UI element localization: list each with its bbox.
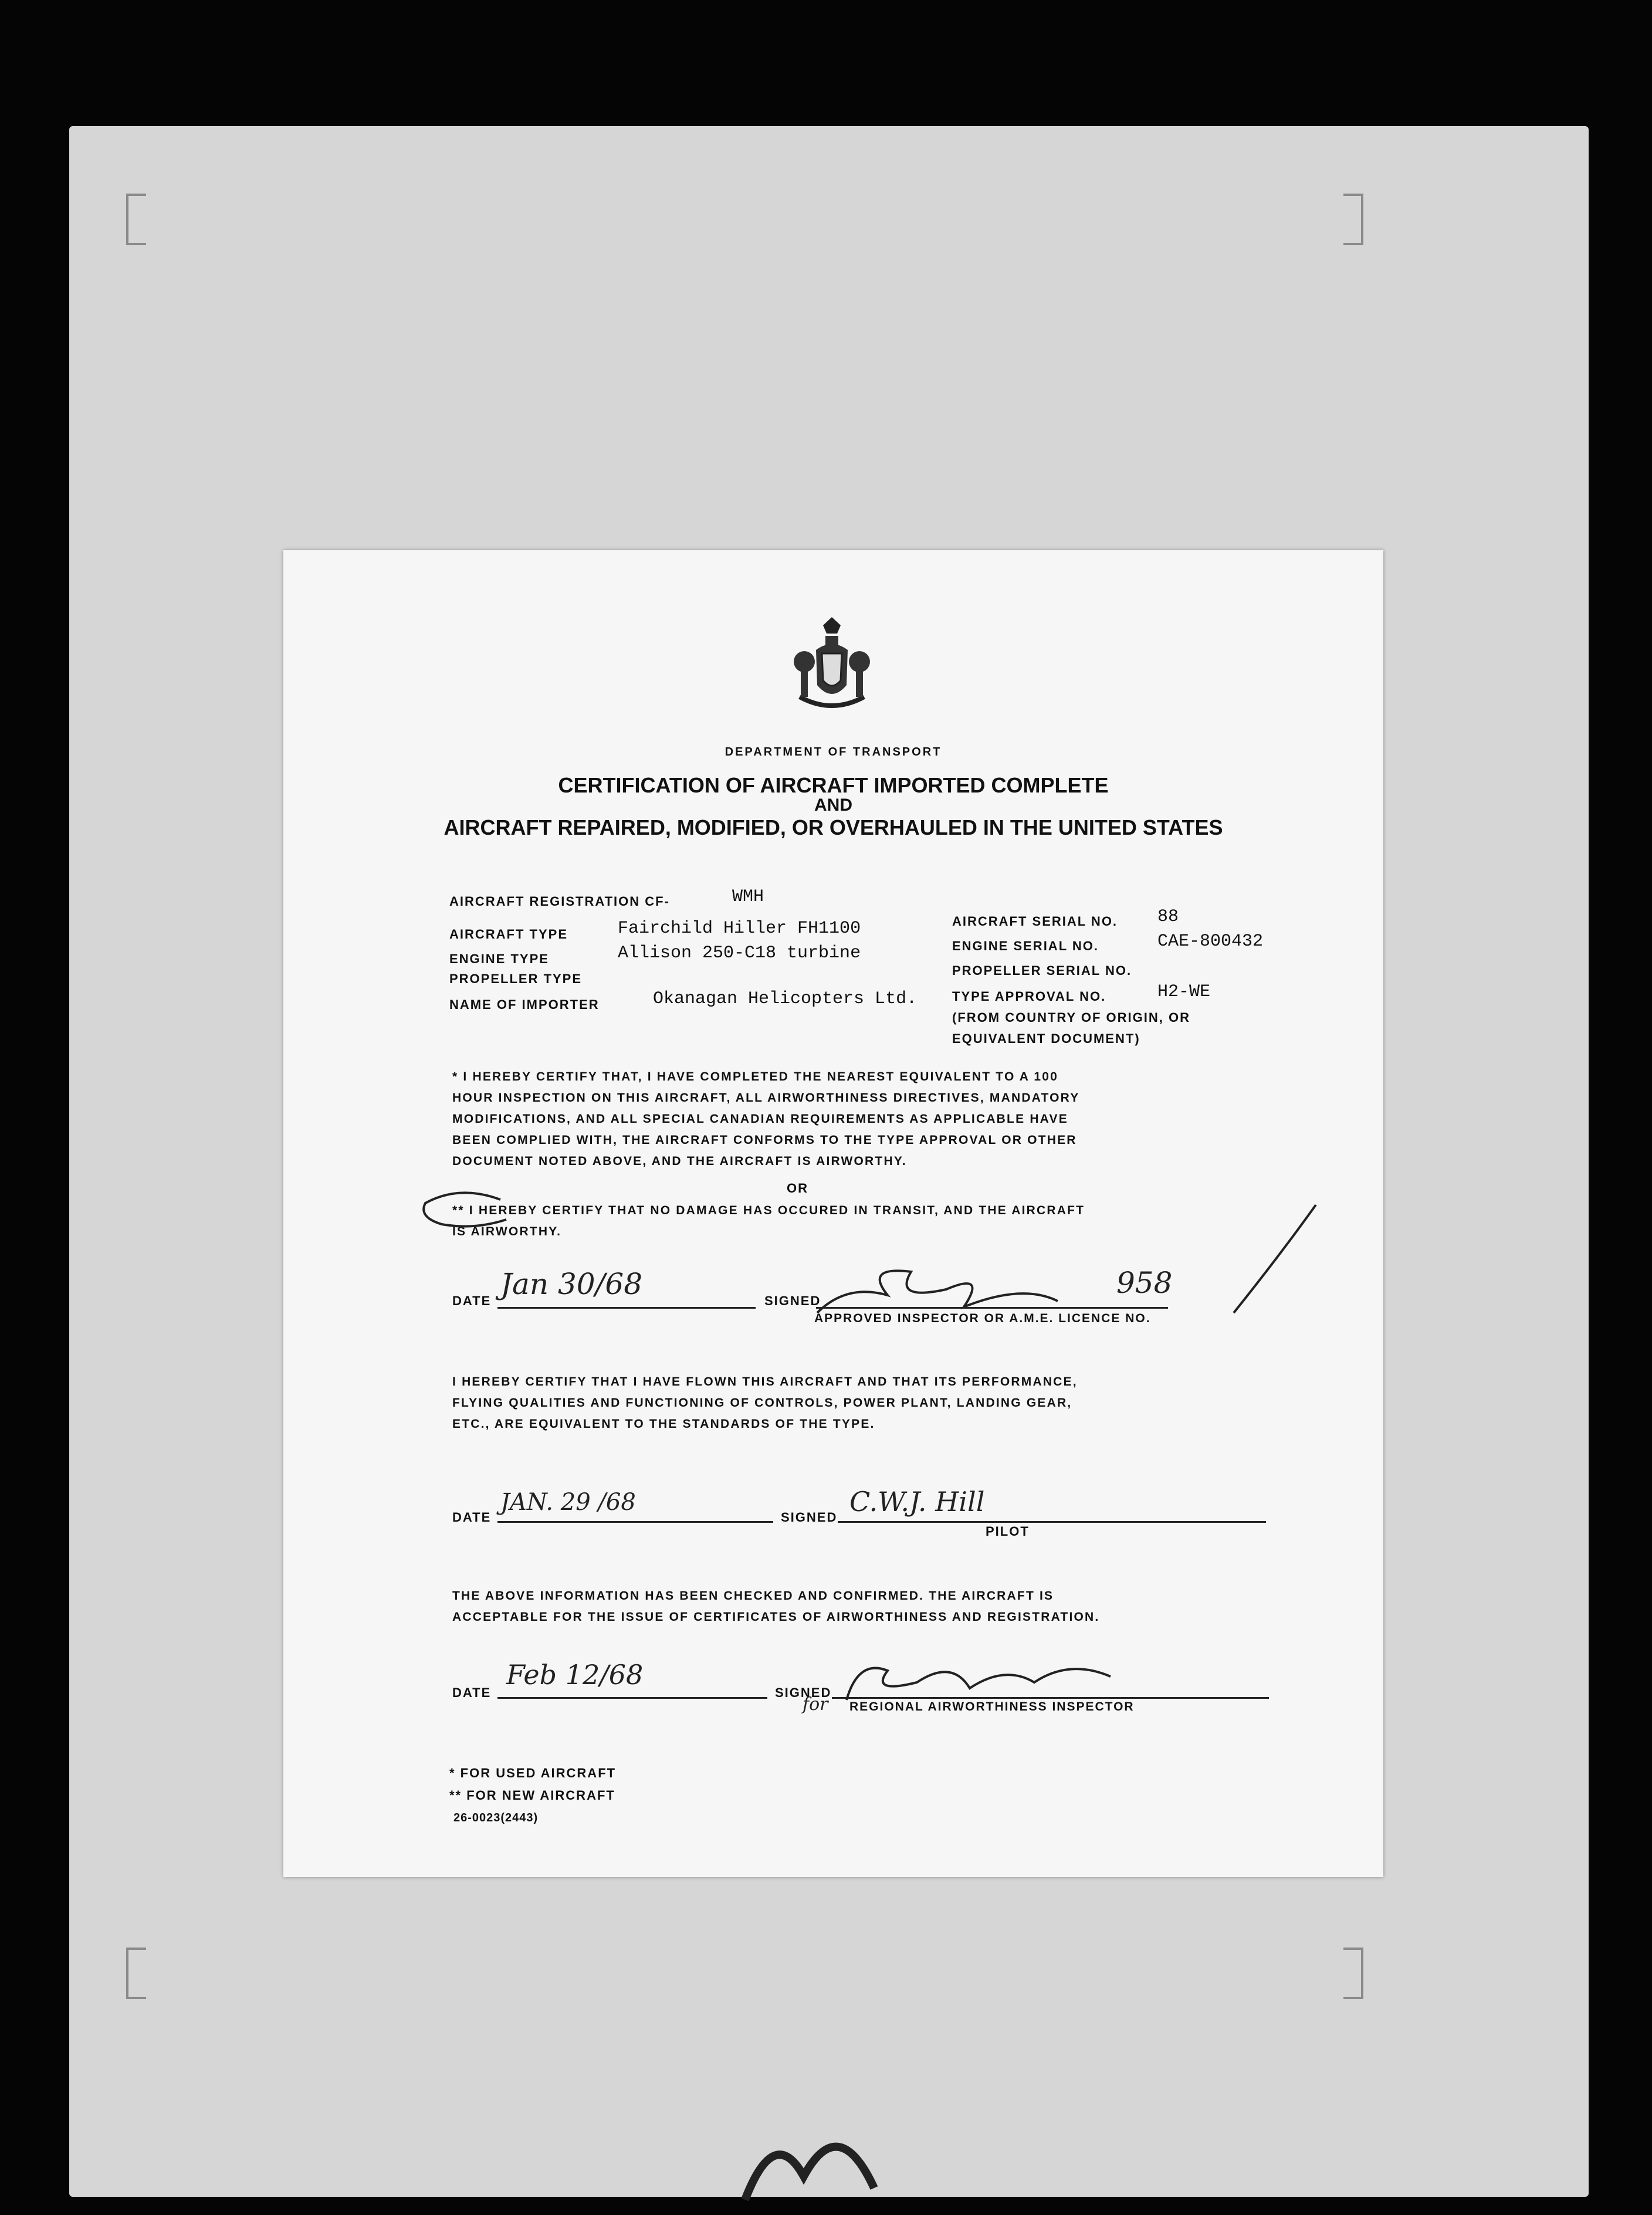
certify-used-line-2: HOUR INSPECTION ON THIS AIRCRAFT, ALL AIRWORTHINESS DIRECTIVES, MANDATORY [452, 1091, 1080, 1105]
sig3-date-line [497, 1697, 767, 1699]
pilot-signature: C.W.J. Hill [849, 1486, 985, 1518]
department-heading: DEPARTMENT OF TRANSPORT [725, 746, 942, 758]
registration-label: AIRCRAFT REGISTRATION CF- [449, 894, 670, 909]
or-separator: OR [787, 1181, 808, 1195]
sig3-date-value: Feb 12/68 [506, 1659, 644, 1691]
sig1-signed-label: SIGNED [764, 1293, 821, 1308]
confirm-line-2: ACCEPTABLE FOR THE ISSUE OF CERTIFICATES OF AIRWORTHINESS AND REGISTRATION. [452, 1610, 1100, 1624]
film-edge-mark-icon [722, 2088, 933, 2206]
sig3-signature-line [832, 1697, 1269, 1699]
sig1-signature-line [816, 1307, 1168, 1309]
registration-value: WMH [732, 887, 764, 907]
certify-new-line-2: IS AIRWORTHY. [452, 1225, 562, 1238]
sig1-date-value: Jan 30/68 [500, 1267, 643, 1301]
sig1-date-label: DATE [452, 1293, 492, 1308]
engine-type-value: Allison 250-C18 turbine [618, 943, 861, 963]
sig3-date-label: DATE [452, 1685, 492, 1700]
sig1-date-line [497, 1307, 756, 1309]
sig1-caption: APPROVED INSPECTOR OR A.M.E. LICENCE NO. [814, 1312, 1151, 1325]
footnote-new: ** FOR NEW AIRCRAFT [449, 1788, 615, 1803]
sig2-signature-line [838, 1521, 1266, 1523]
sig2-date-line [497, 1521, 773, 1523]
sig3-for-note: for [803, 1694, 828, 1715]
certify-new-line-1: ** I HEREBY CERTIFY THAT NO DAMAGE HAS OCCURED IN TRANSIT, AND THE AIRCRAFT [452, 1204, 1085, 1217]
certify-used-line-3: MODIFICATIONS, AND ALL SPECIAL CANADIAN REQUIREMENTS AS APPLICABLE HAVE [452, 1112, 1068, 1126]
propeller-serial-label: PROPELLER SERIAL NO. [952, 963, 1132, 978]
importer-label: NAME OF IMPORTER [449, 997, 600, 1012]
title-line-2: AND [814, 795, 852, 815]
crop-mark-bottom-left [126, 1948, 146, 1999]
serial-value: 88 [1157, 907, 1179, 927]
type-approval-label: TYPE APPROVAL NO. [952, 989, 1106, 1004]
sig2-signed-label: SIGNED [781, 1510, 838, 1525]
engine-type-label: ENGINE TYPE [449, 951, 549, 966]
type-approval-note-2: EQUIVALENT DOCUMENT) [952, 1031, 1140, 1046]
circled-selection-mark-icon [418, 1187, 512, 1234]
propeller-type-label: PROPELLER TYPE [449, 971, 583, 986]
form-number: 26-0023(2443) [453, 1811, 539, 1824]
certify-flight-line-2: FLYING QUALITIES AND FUNCTIONING OF CONTROLS, POWER PLANT, LANDING GEAR, [452, 1396, 1072, 1410]
sig1-licence-number: 958 [1116, 1266, 1173, 1300]
sig2-caption: PILOT [986, 1524, 1030, 1539]
coat-of-arms-icon [788, 615, 876, 714]
sig2-date-label: DATE [452, 1510, 492, 1525]
type-approval-value: H2-WE [1157, 982, 1211, 1002]
engine-serial-value: CAE-800432 [1157, 932, 1264, 951]
certify-used-line-5: DOCUMENT NOTED ABOVE, AND THE AIRCRAFT IS AIRWORTHY. [452, 1154, 907, 1168]
title-line-1: CERTIFICATION OF AIRCRAFT IMPORTED COMPLETE [558, 773, 1109, 797]
footnote-used: * FOR USED AIRCRAFT [449, 1766, 617, 1780]
certify-flight-line-1: I HEREBY CERTIFY THAT I HAVE FLOWN THIS AIRCRAFT AND THAT ITS PERFORMANCE, [452, 1375, 1078, 1388]
crop-mark-bottom-right [1343, 1948, 1363, 1999]
confirm-line-1: THE ABOVE INFORMATION HAS BEEN CHECKED AND CONFIRMED. THE AIRCRAFT IS [452, 1589, 1054, 1603]
crop-mark-top-right [1343, 194, 1363, 245]
aircraft-type-label: AIRCRAFT TYPE [449, 927, 568, 941]
certificate-sheet [283, 550, 1383, 1877]
sig3-signed-label: SIGNED [775, 1685, 832, 1700]
type-approval-note-1: (FROM COUNTRY OF ORIGIN, OR [952, 1010, 1190, 1025]
certify-used-line-1: * I HEREBY CERTIFY THAT, I HAVE COMPLETED THE NEAREST EQUIVALENT TO A 100 [452, 1070, 1058, 1083]
aircraft-type-value: Fairchild Hiller FH1100 [618, 919, 861, 939]
sig3-caption: REGIONAL AIRWORTHINESS INSPECTOR [849, 1700, 1135, 1713]
serial-label: AIRCRAFT SERIAL NO. [952, 914, 1118, 929]
pen-stroke-mark-icon [1228, 1201, 1322, 1319]
crop-mark-top-left [126, 194, 146, 245]
title-line-3: AIRCRAFT REPAIRED, MODIFIED, OR OVERHAULED IN THE UNITED STATES [444, 815, 1223, 839]
engine-serial-label: ENGINE SERIAL NO. [952, 939, 1099, 953]
certify-flight-line-3: ETC., ARE EQUIVALENT TO THE STANDARDS OF THE TYPE. [452, 1417, 875, 1431]
certify-used-line-4: BEEN COMPLIED WITH, THE AIRCRAFT CONFORMS TO THE TYPE APPROVAL OR OTHER [452, 1133, 1077, 1147]
importer-value: Okanagan Helicopters Ltd. [653, 989, 918, 1009]
sig2-date-value: JAN. 29 /68 [500, 1489, 636, 1516]
